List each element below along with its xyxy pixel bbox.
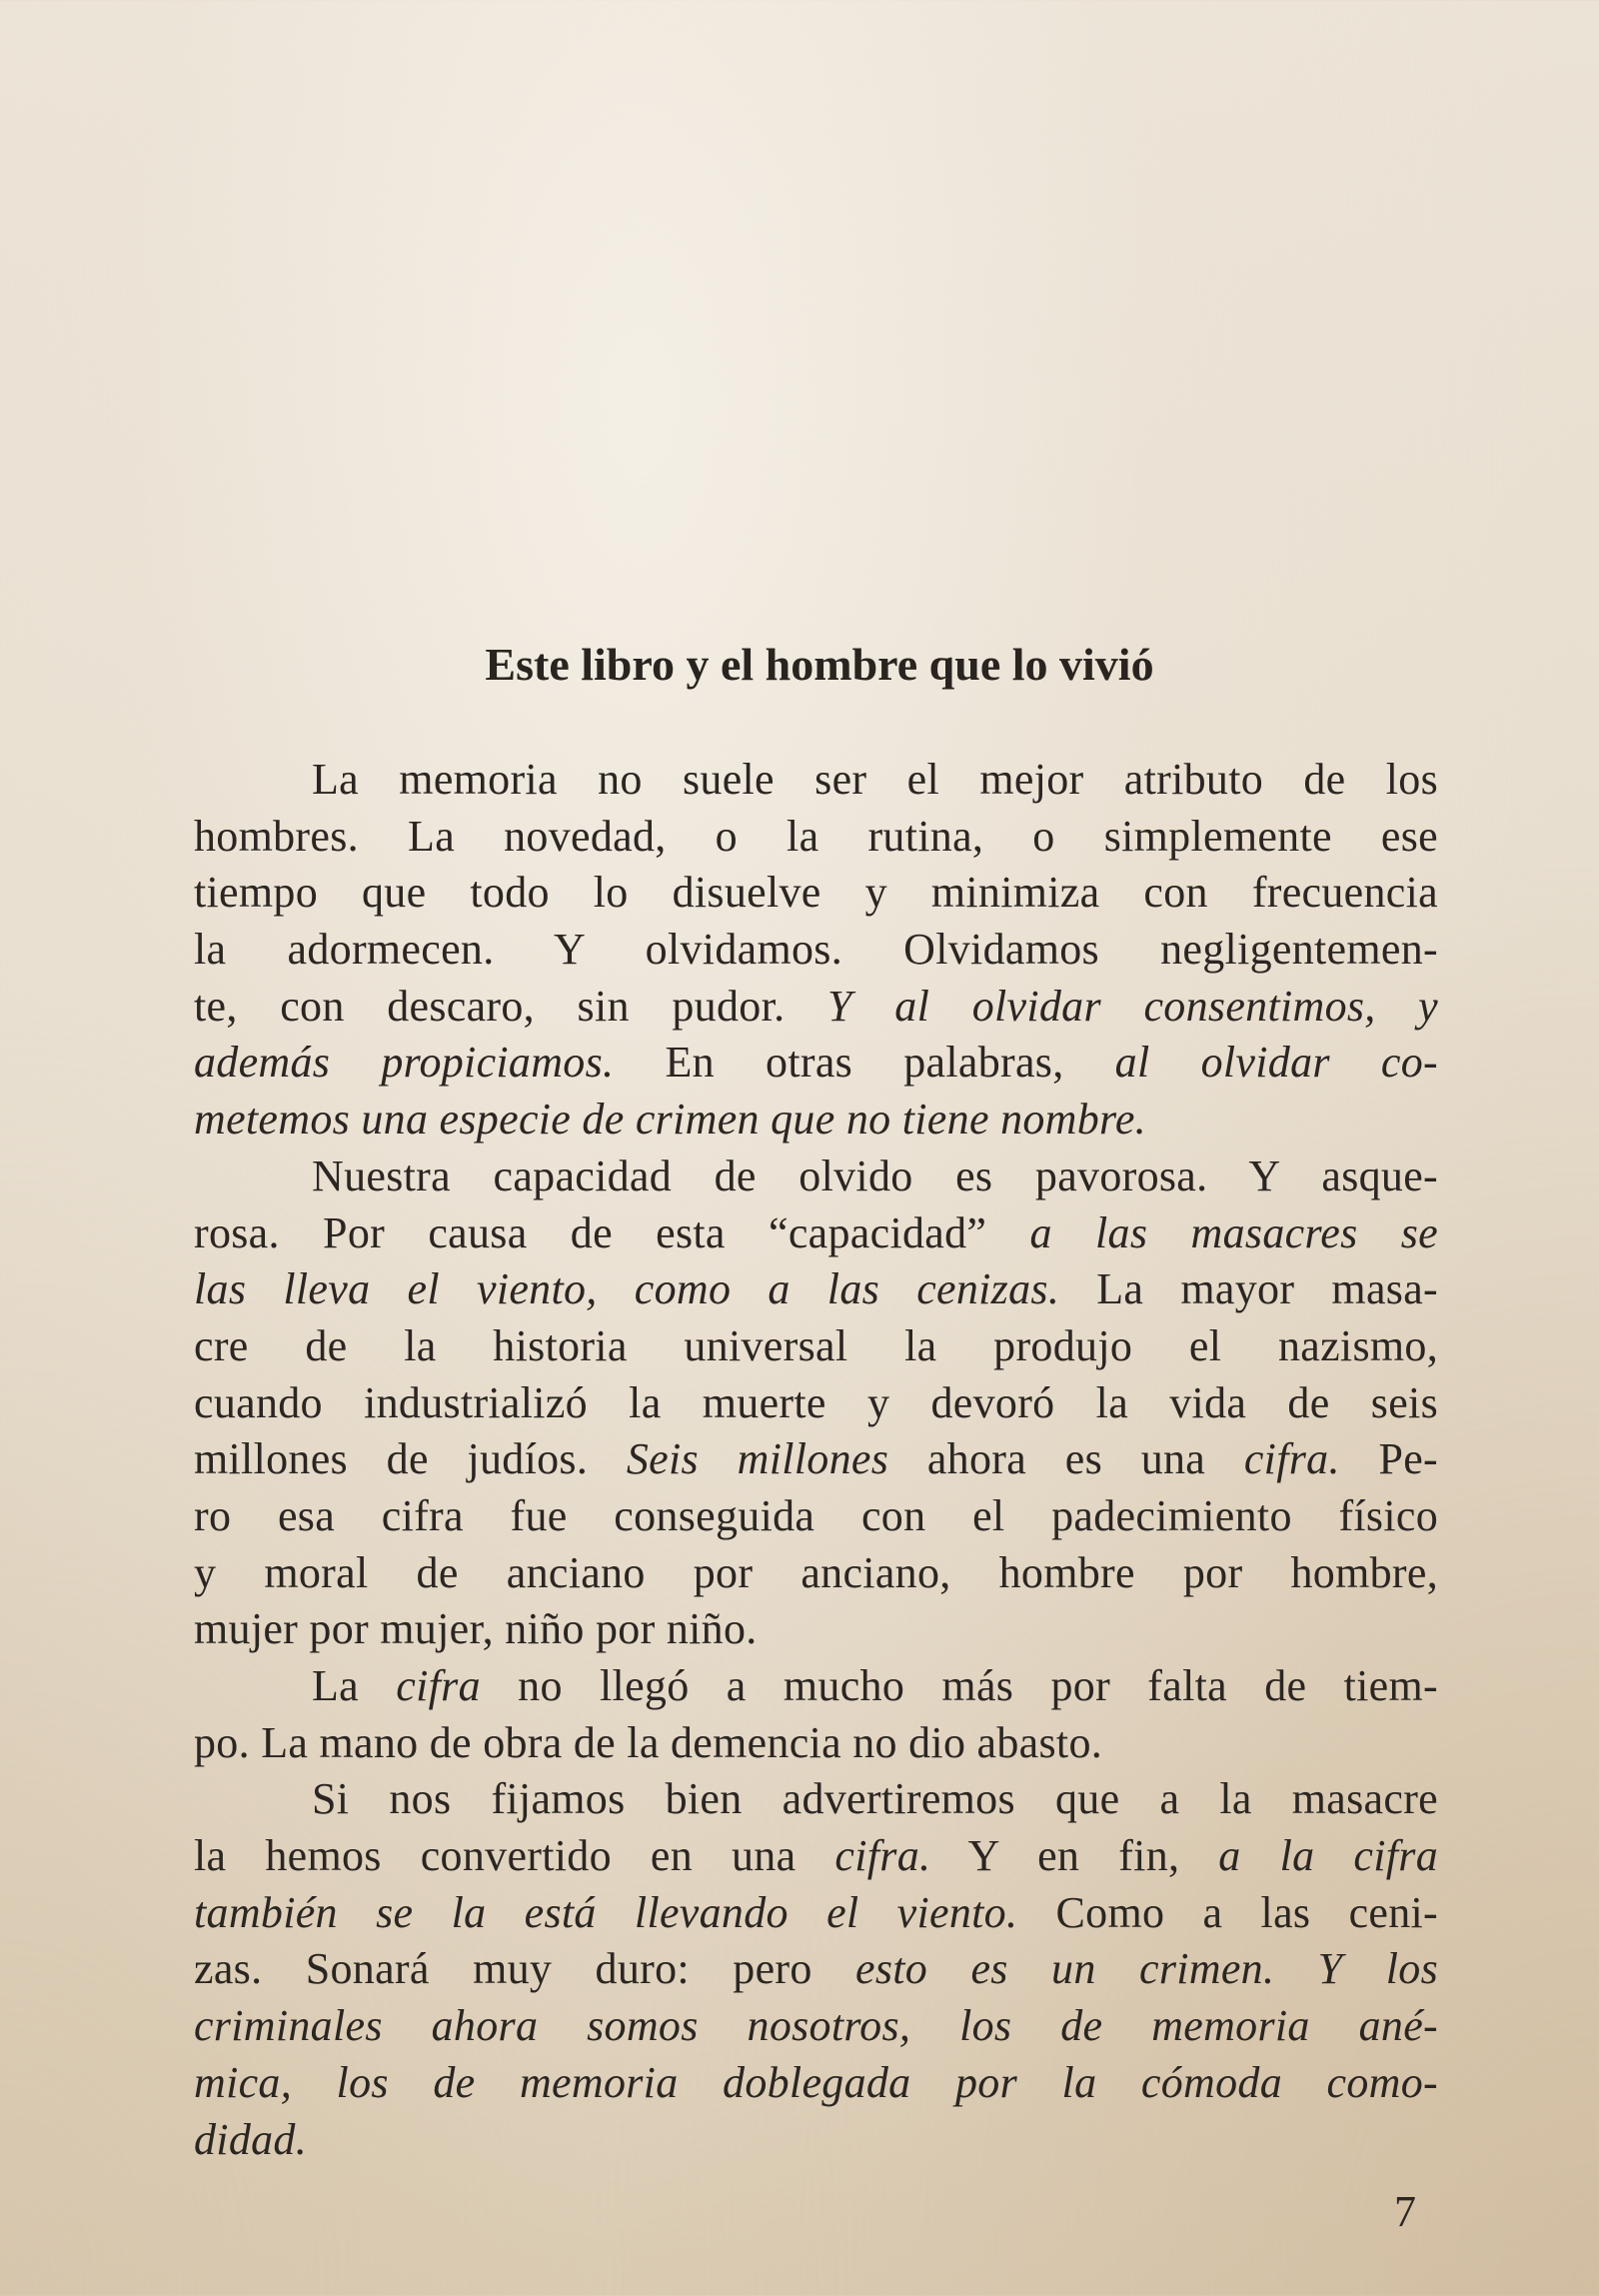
- text-run: la adormecen. Y olvidamos. Olvidamos negligentemen-: [194, 925, 1438, 975]
- text-line: [194, 1715, 1438, 1772]
- italic-run: cifra: [396, 1661, 481, 1710]
- text-run: millones de judíos.: [194, 1434, 627, 1484]
- italic-run: Y al olvidar consentimos, y: [826, 981, 1438, 1031]
- text-line: [194, 1318, 1438, 1375]
- text-run: po. La mano de obra de la demencia no dio abasto.: [194, 1717, 1103, 1767]
- text-line: [194, 1261, 1438, 1318]
- text-line: [194, 1545, 1438, 1602]
- text-line: [194, 1941, 1438, 1998]
- text-run: hombres. La novedad, o la rutina, o simplemente ese: [194, 811, 1438, 861]
- text-line: [194, 1601, 1438, 1658]
- text-run: ro esa cifra fue conseguida con el padecimiento físico: [194, 1490, 1438, 1540]
- text-run: La memoria no suele ser el mejor atributo de los: [312, 755, 1438, 804]
- chapter-heading: Este libro y el hombre que lo vivió: [485, 639, 1154, 690]
- text-line: [194, 752, 1438, 809]
- text-line: [194, 1205, 1438, 1262]
- text-line: [194, 979, 1438, 1036]
- text-line: [194, 1092, 1438, 1148]
- italic-run: cifra.: [834, 1831, 931, 1881]
- text-run: y moral de anciano por anciano, hombre por hombre,: [194, 1547, 1438, 1597]
- text-line: [194, 1771, 1438, 1828]
- text-run: En otras palabras,: [614, 1038, 1115, 1088]
- italic-run: cifra.: [1243, 1434, 1340, 1484]
- body-text: [194, 752, 1438, 2168]
- text-run: te, con descaro, sin pudor.: [194, 981, 827, 1031]
- text-run: mujer por mujer, niño por niño.: [194, 1604, 758, 1654]
- text-line: [194, 1148, 1438, 1205]
- text-run: Si nos fijamos bien advertiremos que a la masacre: [312, 1774, 1438, 1824]
- italic-run: didad.: [194, 2114, 308, 2164]
- italic-run: a la cifra: [1218, 1831, 1439, 1881]
- italic-run: Seis millones: [626, 1434, 889, 1484]
- text-run: tiempo que todo lo disuelve y minimiza con frecuencia: [194, 868, 1438, 918]
- text-line: [194, 1828, 1438, 1885]
- text-line: [194, 1998, 1438, 2055]
- italic-run: criminales ahora somos nosotros, los de memoria ané-: [194, 2001, 1438, 2051]
- text-run: ahora es una: [888, 1434, 1244, 1484]
- text-line: [194, 1035, 1438, 1092]
- text-line: [194, 2112, 1438, 2169]
- page-number: 7: [1394, 2187, 1416, 2236]
- text-run: La mayor masa-: [1059, 1264, 1438, 1314]
- text-line: [194, 1375, 1438, 1432]
- text-run: Pe-: [1339, 1434, 1439, 1484]
- text-line: [194, 1885, 1438, 1942]
- text-line: [194, 1658, 1438, 1715]
- text-run: La: [312, 1661, 397, 1710]
- text-line: [194, 1431, 1438, 1488]
- italic-run: también se la está llevando el viento.: [194, 1887, 1018, 1937]
- text-run: no llegó a mucho más por falta de tiem-: [480, 1661, 1438, 1710]
- italic-run: además propiciamos.: [194, 1038, 615, 1088]
- italic-run: mica, los de memoria doblegada por la cómoda como-: [194, 2057, 1438, 2107]
- text-run: Y en fin,: [930, 1831, 1219, 1881]
- italic-run: a las masacres se: [1029, 1207, 1438, 1257]
- text-run: cre de la historia universal la produjo el nazismo,: [194, 1320, 1438, 1370]
- italic-run: esto es un crimen. Y los: [855, 1944, 1439, 1994]
- text-line: [194, 865, 1438, 922]
- italic-run: las lleva el viento, como a las cenizas.: [194, 1264, 1060, 1314]
- text-run: Nuestra capacidad de olvido es pavorosa. Y asque-: [312, 1150, 1438, 1200]
- text-line: [194, 2055, 1438, 2112]
- italic-run: metemos una especie de crimen que no tiene nombre.: [194, 1095, 1146, 1145]
- text-line: [194, 1488, 1438, 1545]
- text-line: [194, 809, 1438, 866]
- text-run: zas. Sonará muy duro: pero: [194, 1944, 856, 1994]
- italic-run: al olvidar co-: [1114, 1038, 1439, 1088]
- text-run: la hemos convertido en una: [194, 1831, 835, 1881]
- text-run: cuando industrializó la muerte y devoró la vida de seis: [194, 1377, 1438, 1427]
- text-run: rosa. Por causa de esta “capacidad”: [194, 1207, 1030, 1257]
- text-line: [194, 922, 1438, 979]
- text-run: Como a las ceni-: [1017, 1887, 1438, 1937]
